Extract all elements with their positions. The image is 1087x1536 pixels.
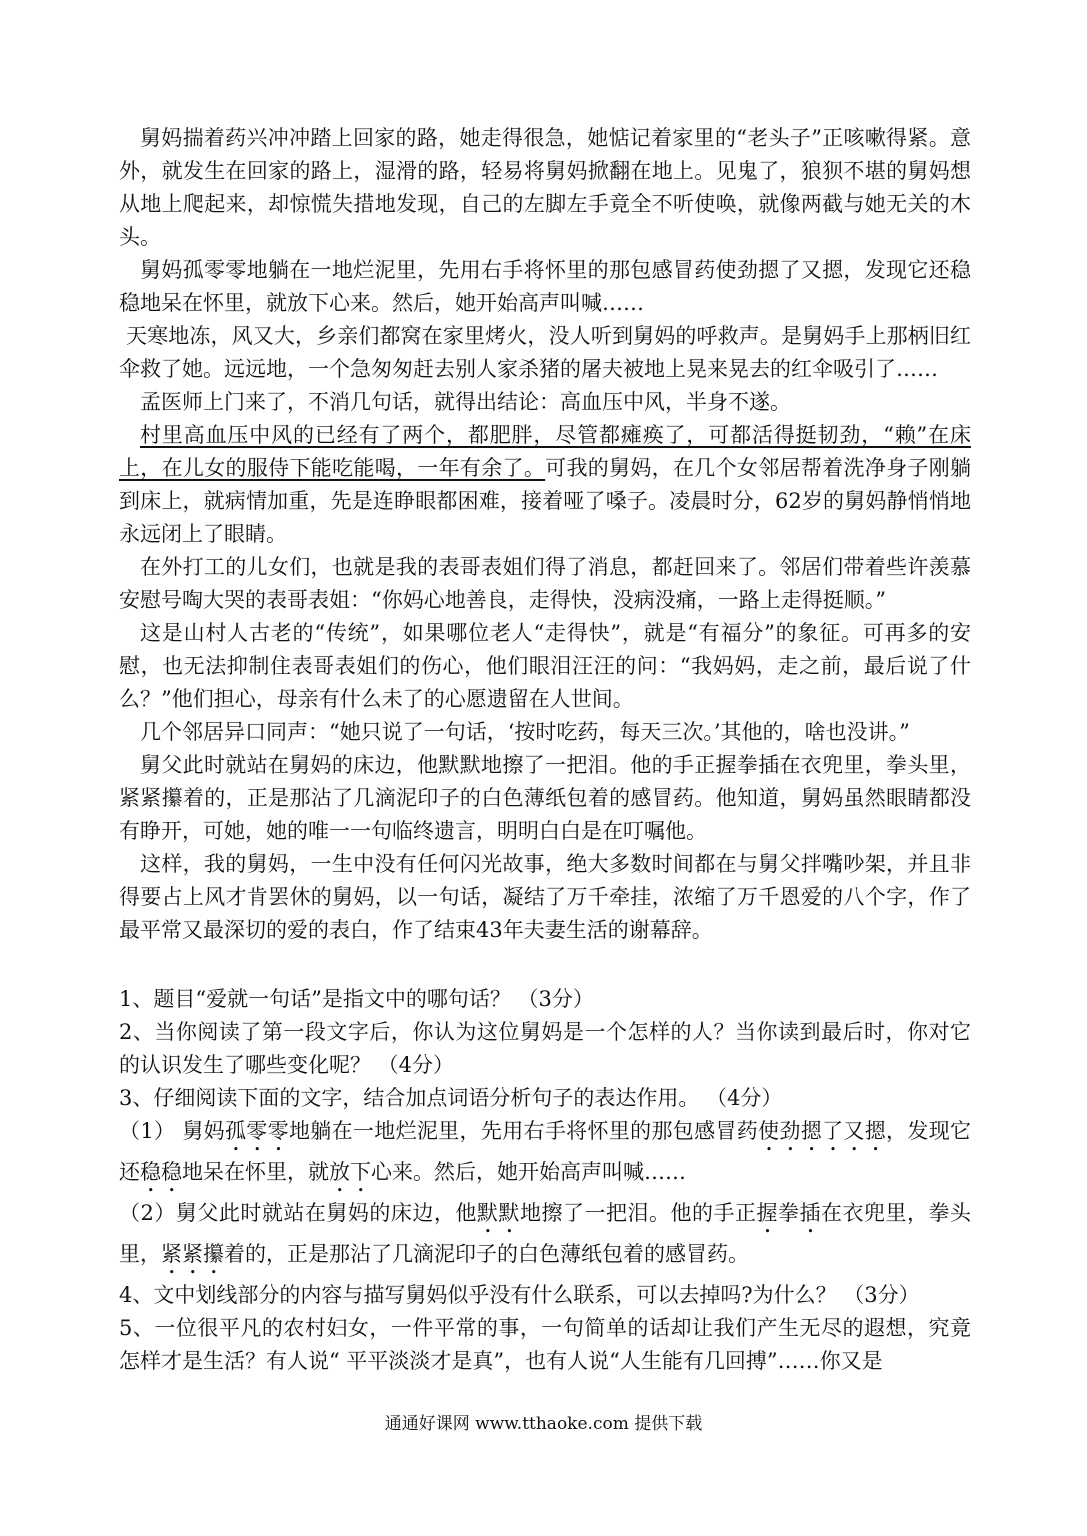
question-5: 5、一位很平凡的农村妇女，一件平常的事，一句简单的话却让我们产生无尽的遐想，究竟怎样才是生活？有人说“ 平平淡淡才是真”，也有人说“人生能有几回搏”……你又是 xyxy=(119,1316,971,1373)
question-4: 4、文中划线部分的内容与描写舅妈似乎没有什么联系，可以去掉吗?为什么？ （3分） xyxy=(119,1283,920,1307)
excerpt-text: 地擦了一把泪。他的手正 xyxy=(519,1201,757,1225)
story-paragraph-5-rest: 可我的舅妈，在几个女邻居帮着洗净身子刚躺到床上，就病情加重，先是连睁眼都困难，接着哑了嗓子。凌晨时分，62岁的舅妈静悄悄地永远闭上了眼睛。 xyxy=(119,456,972,546)
question-3-excerpt-2 xyxy=(119,1197,971,1279)
excerpt-text: 着的，正是那沾了几滴泥印子的白色薄纸包着的感冒药。 xyxy=(224,1242,749,1266)
dotted-word: 握 xyxy=(756,1201,778,1225)
document-body xyxy=(119,122,971,1378)
dotted-word: 插 xyxy=(799,1201,822,1225)
story-paragraph-9: 舅父此时就站在舅妈的床边，他默默地擦了一把泪。他的手正握拳插在衣兜里，拳头里，紧紧攥着的，正是那沾了几滴泥印子的白色薄纸包着的感冒药。他知道，舅妈虽然眼睛都没有睁开，可她，她的唯一一句临终遗言，明明白白是在叮嘱他。 xyxy=(119,753,971,843)
story-paragraph-6: 在外打工的儿女们，也就是我的表哥表姐们得了消息，都赶回来了。邻居们带着些许羡慕安慰号啕大哭的表哥表姐：“你妈心地善良，走得快，没病没痛，一路上走得挺顺。” xyxy=(119,555,971,612)
excerpt-text: 地呆在怀里，就 xyxy=(182,1160,329,1184)
story-paragraph-4: 孟医师上门来了，不消几句话，就得出结论：高血压中风，半身不遂。 xyxy=(140,390,791,414)
question-1: 1、题目“爱就一句话”是指文中的哪句话？ （3分） xyxy=(119,987,594,1011)
story-paragraph-5 xyxy=(119,419,971,551)
story-paragraph-3: 天寒地冻，风又大，乡亲们都窝在家里烤火，没人听到舅妈的呼救声。是舅妈手上那柄旧红伞救了她。远远地，一个急匆匆赶去别人家杀猪的屠夫被地上晃来晃去的红伞吸引了…… xyxy=(119,324,971,381)
excerpt-text: 地躺在一地烂泥里，先用右手将怀里的那包感冒药 xyxy=(288,1119,759,1143)
section-gap xyxy=(119,947,971,983)
excerpt-text: 心来。然后，她开始高声叫喊…… xyxy=(371,1160,686,1184)
underlined-passage: 村里高血压中风的已经有了两个，都肥胖，尽管都瘫痪了，可都活得挺韧劲，“赖”在床上，在儿女的服侍下能吃能喝，一年有余了。 xyxy=(119,423,971,480)
dotted-word: 放下 xyxy=(329,1160,371,1184)
story-paragraph-1: 舅妈揣着药兴冲冲踏上回家的路，她走得很急，她惦记着家里的“老头子”正咳嗽得紧。意外，就发生在回家的路上，湿滑的路，轻易将舅妈掀翻在地上。见鬼了，狼狈不堪的舅妈想从地上爬起来，却惊慌失措地发现，自己的左脚左手竟全不听使唤，就像两截与她无关的木头。 xyxy=(119,126,971,249)
excerpt-text: （1） 舅妈 xyxy=(119,1119,225,1143)
story-paragraph-2: 舅妈孤零零地躺在一地烂泥里，先用右手将怀里的那包感冒药使劲摁了又摁，发现它还稳稳地呆在怀里，就放下心来。然后，她开始高声叫喊…… xyxy=(119,258,971,315)
page-footer: 通通好课网 www.tthaoke.com 提供下载 xyxy=(384,1414,703,1434)
dotted-word: 默默 xyxy=(476,1201,520,1225)
story-paragraph-8: 几个邻居异口同声：“她只说了一句话，‘按时吃药，每天三次。’其他的，啥也没讲。” xyxy=(140,720,910,744)
excerpt-text: 拳 xyxy=(778,1201,800,1225)
question-3: 3、仔细阅读下面的文字，结合加点词语分析句子的表达作用。 （4分） xyxy=(119,1086,783,1110)
dotted-word: 使劲摁了又摁 xyxy=(758,1119,887,1143)
excerpt-text: （2）舅父此时就站在舅妈的床边，他 xyxy=(119,1201,477,1225)
dotted-word: 孤零零 xyxy=(224,1119,289,1143)
question-3-excerpt-1 xyxy=(119,1115,971,1197)
story-paragraph-7: 这是山村人古老的“传统”，如果哪位老人“走得快”，就是“有福分”的象征。可再多的安慰，也无法抑制住表哥表姐们的伤心，他们眼泪汪汪的问：“我妈妈，走之前，最后说了什么？”他们担心，母亲有什么未了的心愿遗留在人世间。 xyxy=(119,621,971,711)
story-paragraph-10: 这样，我的舅妈，一生中没有任何闪光故事，绝大多数时间都在与舅父拌嘴吵架，并且非得要占上风才肯罢休的舅妈，以一句话，凝结了万千牵挂，浓缩了万千恩爱的八个字，作了最平常又最深切的爱的表白，作了结束43年夫妻生活的谢幕辞。 xyxy=(119,852,971,942)
dotted-word: 稳稳 xyxy=(140,1160,182,1184)
excerpt-text: 在衣兜里，拳头里， xyxy=(119,1201,972,1266)
question-2: 2、当你阅读了第一段文字后，你认为这位舅妈是一个怎样的人？当你读到最后时，你对它的认识发生了哪些变化呢？ （4分） xyxy=(119,1020,971,1077)
dotted-word: 紧紧攥 xyxy=(161,1242,224,1266)
excerpt-text: ，发现它还 xyxy=(119,1119,972,1184)
